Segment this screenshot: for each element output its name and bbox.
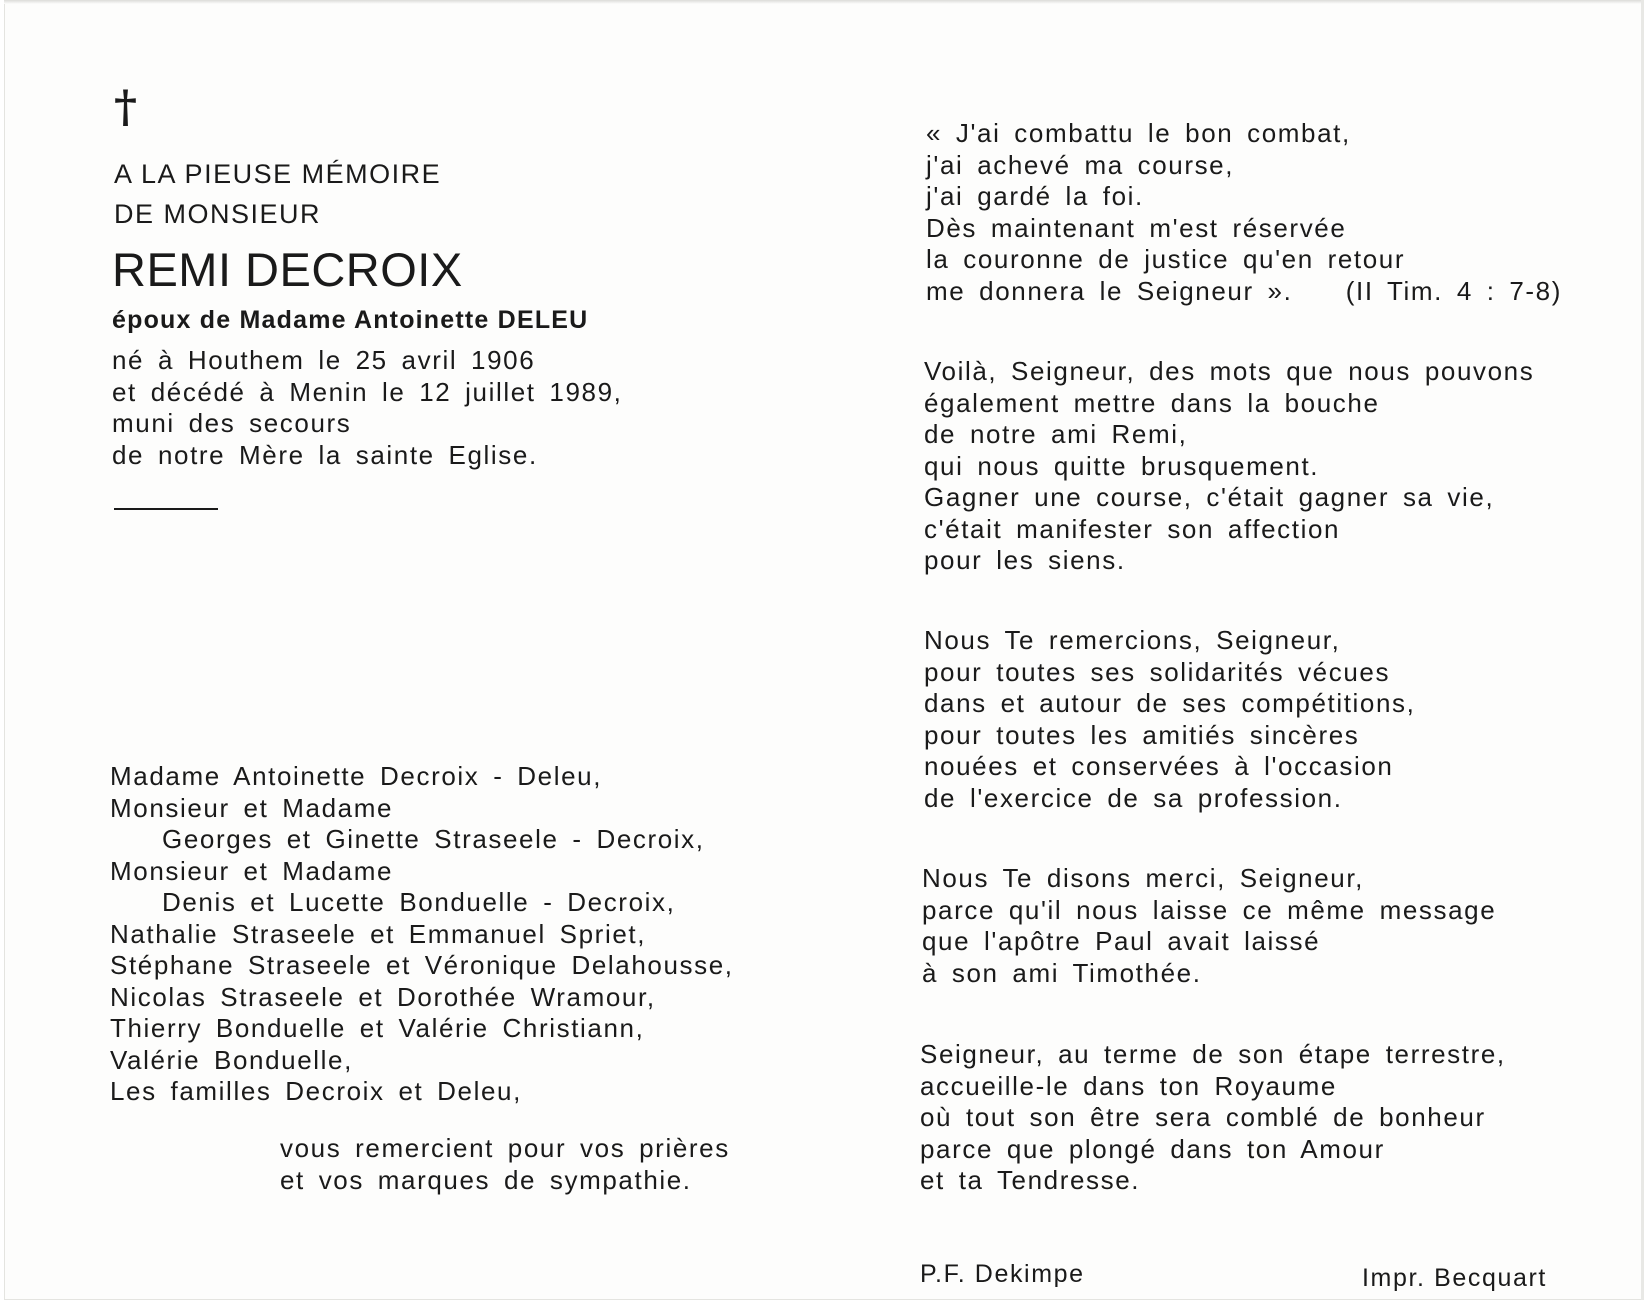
family-member-line: Denis et Lucette Bonduelle - Decroix,: [162, 887, 676, 917]
memorial-heading: A LA PIEUSE MÉMOIRE: [114, 159, 442, 189]
family-member-line: Les familles Decroix et Deleu,: [110, 1076, 522, 1106]
paragraph-line: pour toutes ses solidarités vécues: [924, 656, 1391, 687]
paragraph-line: à son ami Timothée.: [922, 957, 1202, 988]
paragraph-line: nouées et conservées à l'occasion: [924, 751, 1394, 781]
family-member-line: Madame Antoinette Decroix - Deleu,: [110, 761, 603, 791]
quote-line: Dès maintenant m'est réservée: [926, 212, 1347, 243]
right-edge: [1641, 0, 1644, 1300]
printer-credit: Impr. Becquart: [1362, 1264, 1547, 1292]
funeral-director: P.F. Dekimpe: [920, 1260, 1085, 1288]
paragraph-voila: [924, 356, 1534, 577]
top-edge: [4, 0, 1644, 4]
family-member-line: Georges et Ginette Straseele - Decroix,: [162, 824, 705, 854]
sacraments-line: muni des secours: [112, 408, 352, 438]
paragraph-line: de notre ami Remi,: [924, 419, 1188, 449]
thanks-block: [280, 1133, 730, 1196]
scripture-quote: [926, 118, 1562, 307]
scripture-reference: (II Tim. 4 : 7-8): [1345, 275, 1562, 306]
quote-line: j'ai gardé la foi.: [926, 181, 1144, 211]
cross-icon: †: [114, 82, 138, 133]
birth-death-block: [112, 345, 623, 471]
paragraph-line: dans et autour de ses compétitions,: [924, 688, 1416, 718]
paragraph-line: Voilà, Seigneur, des mots que nous pouvons: [924, 356, 1535, 386]
title-heading: DE MONSIEUR: [114, 199, 322, 229]
paragraph-line: pour toutes les amitiés sincères: [924, 719, 1360, 750]
family-member-line: Nathalie Straseele et Emmanuel Spriet,: [110, 918, 647, 949]
quote-line: j'ai achevé ma course,: [926, 149, 1235, 180]
paragraph-line: Seigneur, au terme de son étape terrestre,: [920, 1039, 1506, 1069]
paragraph-line: que l'apôtre Paul avait laissé: [922, 926, 1321, 956]
quote-last-row: [926, 276, 1562, 308]
paragraph-line: Nous Te remercions, Seigneur,: [924, 625, 1341, 655]
death-line: et décédé à Menin le 12 juillet 1989,: [112, 376, 623, 407]
paragraph-seigneur: [920, 1039, 1506, 1197]
deceased-name: REMI DECROIX: [112, 243, 463, 296]
family-member-line: Thierry Bonduelle et Valérie Christiann,: [110, 1013, 645, 1043]
birth-line: né à Houthem le 25 avril 1906: [112, 345, 536, 375]
church-line: de notre Mère la sainte Eglise.: [112, 439, 538, 470]
memorial-card: [4, 0, 1644, 1300]
family-list: [110, 761, 734, 1108]
paragraph-line: parce qu'il nous laisse ce même message: [922, 894, 1497, 925]
paragraph-line: Gagner une course, c'était gagner sa vie,: [924, 482, 1495, 512]
paragraph-merci: [922, 863, 1496, 989]
family-member-line: Monsieur et Madame: [110, 855, 394, 886]
paragraph-line: pour les siens.: [924, 545, 1126, 575]
family-member-line: Valérie Bonduelle,: [110, 1044, 353, 1075]
family-member-line: Nicolas Straseele et Dorothée Wramour,: [110, 981, 656, 1012]
quote-line: me donnera le Seigneur ».: [926, 275, 1293, 306]
paragraph-line: c'était manifester son affection: [924, 513, 1341, 544]
thanks-line: et vos marques de sympathie.: [280, 1164, 692, 1195]
paragraph-line: Nous Te disons merci, Seigneur,: [922, 863, 1364, 893]
paragraph-line: et ta Tendresse.: [920, 1165, 1141, 1195]
paragraph-line: de l'exercice de sa profession.: [924, 782, 1343, 813]
paragraph-line: parce que plongé dans ton Amour: [920, 1133, 1385, 1164]
spouse-line: époux de Madame Antoinette DELEU: [112, 306, 589, 334]
paragraph-line: accueille-le dans ton Royaume: [920, 1070, 1337, 1101]
family-member-line: Stéphane Straseele et Véronique Delahousse,: [110, 950, 734, 980]
quote-line: « J'ai combattu le bon combat,: [926, 118, 1351, 148]
divider: [114, 508, 218, 510]
paragraph-line: où tout son être sera comblé de bonheur: [920, 1102, 1486, 1132]
paragraph-remercions: [924, 625, 1415, 814]
family-member-line: Monsieur et Madame: [110, 792, 394, 823]
paragraph-line: qui nous quitte brusquement.: [924, 450, 1320, 481]
paragraph-line: également mettre dans la bouche: [924, 387, 1380, 418]
thanks-line: vous remercient pour vos prières: [280, 1133, 730, 1163]
quote-line: la couronne de justice qu'en retour: [926, 244, 1406, 274]
